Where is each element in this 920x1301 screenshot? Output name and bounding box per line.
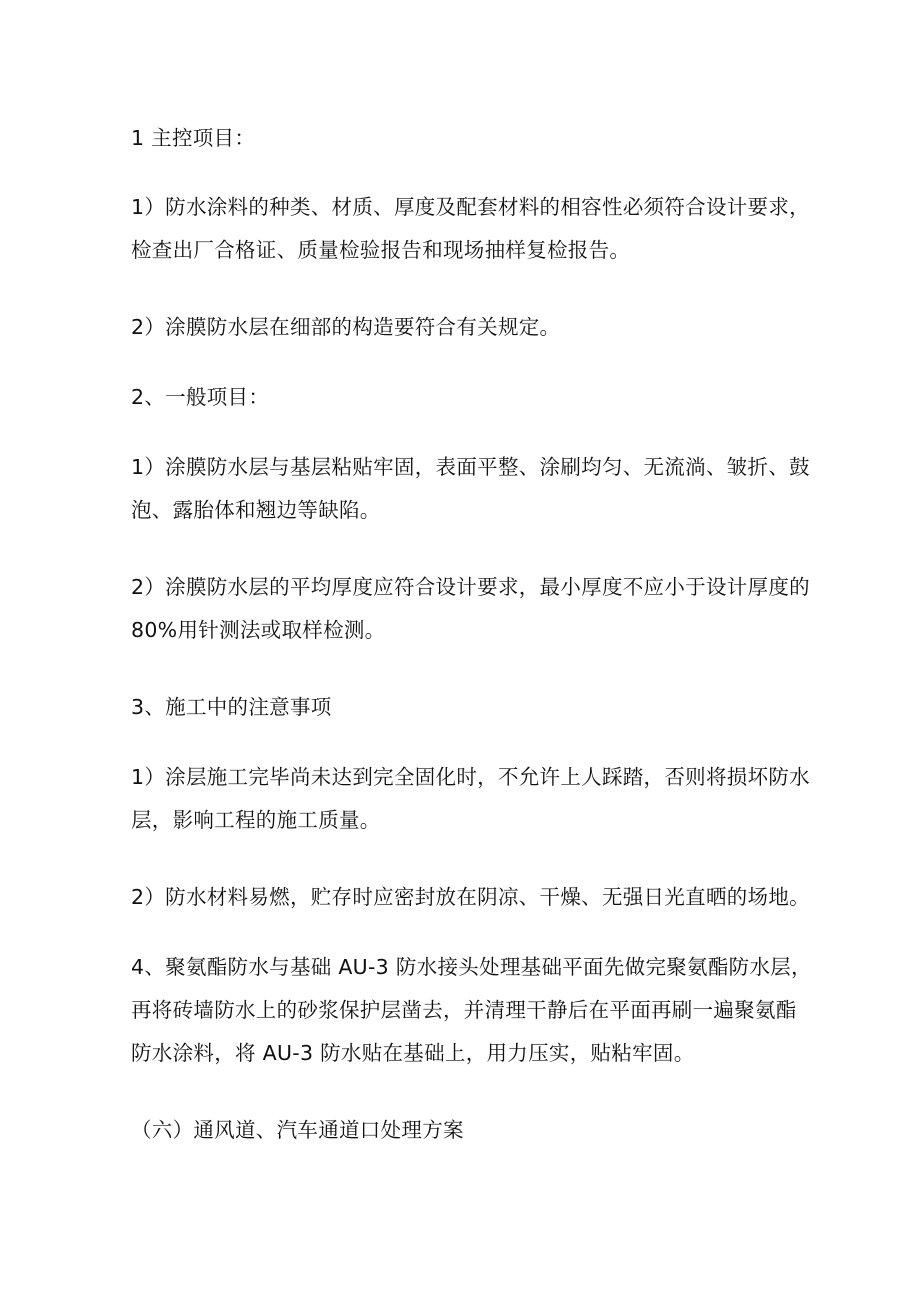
text-line: 再将砖墙防水上的砂浆保护层凿去，并清理干静后在平面再刷一遍聚氨酯: [131, 998, 797, 1022]
paragraph-au3-joint: [131, 946, 812, 1075]
text-line: 3、施工中的注意事项: [131, 695, 332, 719]
text-line: 2）涂膜防水层的平均厚度应符合设计要求，最小厚度不应小于设计厚度的: [131, 575, 810, 599]
text-line: 1）涂层施工完毕尚未达到完全固化时，不允许上人踩踏，否则将损坏防水: [131, 765, 810, 789]
text-line: 层，影响工程的施工质量。: [131, 808, 381, 832]
text-line: 1 主控项目：: [131, 126, 256, 150]
text-line: 2、一般项目：: [131, 385, 270, 409]
paragraph-note-1: [131, 756, 810, 842]
text-line: （六）通风道、汽车通道口处理方案: [131, 1118, 464, 1142]
text-line: 检查出厂合格证、质量检验报告和现场抽样复检报告。: [131, 238, 631, 262]
text-line: 1）防水涂料的种类、材质、厚度及配套材料的相容性必须符合设计要求，: [131, 195, 810, 219]
text-line: 1）涂膜防水层与基层粘贴牢固，表面平整、涂刷均匀、无流淌、皱折、鼓: [131, 455, 810, 479]
text-line: 2）防水材料易燃，贮存时应密封放在阴凉、干燥、无强日光直晒的场地。: [131, 885, 810, 909]
text-line: 4、聚氨酯防水与基础 AU-3 防水接头处理基础平面先做完聚氨酯防水层，: [131, 955, 812, 979]
text-line: 2）涂膜防水层在细部的构造要符合有关规定。: [131, 315, 561, 339]
heading-general-items: [131, 376, 801, 419]
paragraph-main-item-2: [131, 306, 801, 349]
paragraph-general-item-2: [131, 566, 810, 652]
paragraph-note-2: [131, 876, 810, 919]
heading-main-control-items: [131, 117, 801, 160]
heading-construction-notes: [131, 686, 801, 729]
heading-ventilation-section: [131, 1109, 801, 1152]
text-line: 泡、露胎体和翘边等缺陷。: [131, 498, 381, 522]
paragraph-main-item-1: [131, 186, 810, 272]
text-line: 80%用针测法或取样检测。: [131, 618, 386, 642]
text-line: 防水涂料，将 AU-3 防水贴在基础上，用力压实，贴粘牢固。: [131, 1041, 695, 1065]
paragraph-general-item-1: [131, 446, 810, 532]
